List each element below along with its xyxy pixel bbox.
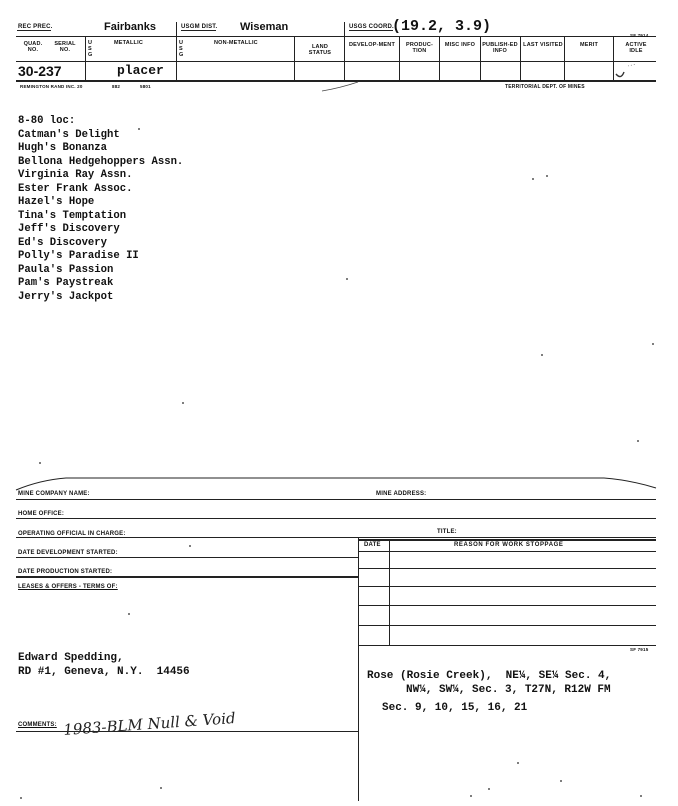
- territorial-dept: TERRITORIAL DEPT. OF MINES: [505, 84, 585, 90]
- claim-item: Jerry's Jackpot: [18, 290, 114, 303]
- rec-prec-underline: [17, 30, 51, 31]
- vline-misc: [439, 36, 440, 80]
- col-merit: MERIT: [579, 42, 599, 48]
- owner-address: RD #1, Geneva, N.Y. 14456: [18, 666, 190, 678]
- col-active-idle: ACTIVE IDLE: [625, 42, 647, 54]
- reason-row-5: [358, 645, 656, 646]
- speck: [470, 795, 472, 797]
- owner-name: Edward Spedding,: [18, 652, 124, 664]
- claim-item: Paula's Passion: [18, 263, 114, 276]
- col-quad-no: QUAD. NO.: [23, 41, 43, 53]
- pencil-stroke-icon: [320, 80, 360, 94]
- speck: [346, 278, 348, 280]
- header-line-2: [16, 61, 656, 62]
- vline-nonmetallic: [176, 22, 177, 80]
- claim-item: Hugh's Bonanza: [18, 142, 108, 154]
- usgs-coord-value: (19.2, 3.9): [392, 18, 492, 35]
- speck: [138, 128, 140, 130]
- reason-row-1: [358, 568, 656, 569]
- line-prod-started: [16, 576, 358, 578]
- line-official: [16, 537, 656, 538]
- claim-item: Jeff's Discovery: [18, 223, 120, 235]
- claim-item: Virginia Ray Assn.: [18, 169, 133, 181]
- col-metallic: METALLIC: [114, 40, 143, 46]
- reason-row-4: [358, 625, 656, 626]
- speck: [546, 175, 548, 177]
- speck: [640, 795, 642, 797]
- location-line-1: Rose (Rosie Creek), NE¼, SE¼ Sec. 4,: [367, 670, 612, 682]
- date-development-started-label: DATE DEVELOPMENT STARTED:: [18, 550, 118, 556]
- vline-published: [480, 36, 481, 80]
- line-company: [16, 499, 656, 500]
- vline-land: [294, 36, 295, 80]
- claim-item: Pam's Paystreak: [18, 277, 114, 289]
- col-development: DEVELOP-MENT: [348, 42, 396, 48]
- usgm-dist-value: Wiseman: [240, 21, 289, 33]
- reason-table-top: [358, 539, 656, 541]
- speck: [517, 762, 519, 764]
- speck: [128, 613, 130, 615]
- leases-offers-label: LEASES & OFFERS - TERMS OF:: [18, 584, 118, 590]
- rec-prec-label: REC PREC.: [18, 24, 53, 30]
- home-office-label: HOME OFFICE:: [18, 511, 65, 517]
- speck: [488, 788, 490, 790]
- form-number-bottom: SF 7915: [630, 647, 649, 652]
- printer-number-a: 882: [112, 84, 121, 89]
- handwritten-comment: 1983-BLM Null & Void: [62, 709, 237, 739]
- speck: [560, 780, 562, 782]
- speck: [182, 402, 184, 404]
- usgm-underline: [181, 30, 216, 31]
- claim-item: Polly's Paradise II: [18, 250, 139, 262]
- speck: [637, 440, 639, 442]
- form-number-top: SF 7914: [630, 33, 649, 38]
- mine-company-name-label: MINE COMPANY NAME:: [18, 491, 90, 497]
- claims-list: [18, 115, 183, 304]
- reason-date-divider: [389, 539, 390, 645]
- claim-item: Catman's Delight: [18, 128, 120, 141]
- operating-official-label: OPERATING OFFICIAL IN CHARGE:: [18, 531, 126, 537]
- claim-item: Tina's Temptation: [18, 209, 127, 222]
- col-production: PRODUC-TION: [405, 42, 434, 54]
- col-misc-info: MISC INFO: [444, 42, 476, 48]
- title-label: TITLE:: [437, 529, 457, 535]
- date-production-started-label: DATE PRODUCTION STARTED:: [18, 569, 113, 575]
- col-land-status: LAND STATUS: [308, 44, 332, 56]
- metallic-value: placer: [117, 63, 164, 78]
- location-line-3: Sec. 9, 10, 15, 16, 21: [382, 702, 528, 714]
- location-line-2: NW¼, SW¼, Sec. 3, T27N, R12W FM: [406, 684, 611, 696]
- col-published-info: PUBLISH-ED INFO: [482, 42, 518, 54]
- reason-row-3: [358, 605, 656, 606]
- col-usg-metallic: U S G: [88, 40, 93, 58]
- speck: [39, 462, 41, 464]
- claim-item: Ester Frank Assoc.: [18, 182, 133, 195]
- printer-number-b: 5801: [140, 84, 151, 89]
- reason-column-header: REASON FOR WORK STOPPAGE: [454, 542, 564, 548]
- speck: [652, 343, 654, 345]
- usgs-coord-label: USGS COORD.: [349, 24, 394, 30]
- reason-row-2: [358, 586, 656, 587]
- usgs-underline: [349, 30, 393, 31]
- speck: [532, 178, 534, 180]
- col-usg-nonmetallic: U S G: [179, 40, 184, 58]
- claim-item: Hazel's Hope: [18, 196, 95, 208]
- header-line-1: [16, 36, 656, 37]
- line-dev-started: [16, 557, 358, 558]
- date-column-header: DATE: [364, 542, 381, 548]
- speck: [20, 797, 22, 799]
- claims-heading: 8-80 loc:: [18, 115, 76, 127]
- vline-production: [399, 36, 400, 80]
- lower-middle-divider: [358, 537, 359, 801]
- form-top-edge: [0, 474, 678, 498]
- line-home-office: [16, 518, 656, 519]
- speck: [160, 787, 162, 789]
- printer-line: REMINGTON RAND INC. 20: [20, 84, 83, 89]
- col-non-metallic: NON-METALLIC: [214, 40, 258, 46]
- claim-item: Bellona Hedgehoppers Assn.: [18, 155, 184, 168]
- usgm-dist-label: USGM DIST.: [181, 24, 218, 30]
- comments-label: COMMENTS:: [18, 722, 57, 728]
- col-serial-no: SERIAL NO.: [54, 41, 76, 53]
- vline-develop: [344, 22, 345, 80]
- pencil-mark-icon: [612, 60, 652, 82]
- vline-merit: [564, 36, 565, 80]
- rec-prec-value: Fairbanks: [104, 21, 156, 33]
- quad-value: 30-237: [18, 63, 62, 79]
- vline-visited: [520, 36, 521, 80]
- col-last-visited: LAST VISITED: [523, 42, 563, 48]
- speck: [189, 545, 191, 547]
- reason-header-bottom: [358, 551, 656, 552]
- claim-item: Ed's Discovery: [18, 236, 108, 249]
- vline-serial: [85, 36, 86, 80]
- mine-address-label: MINE ADDRESS:: [376, 491, 427, 497]
- speck: [541, 354, 543, 356]
